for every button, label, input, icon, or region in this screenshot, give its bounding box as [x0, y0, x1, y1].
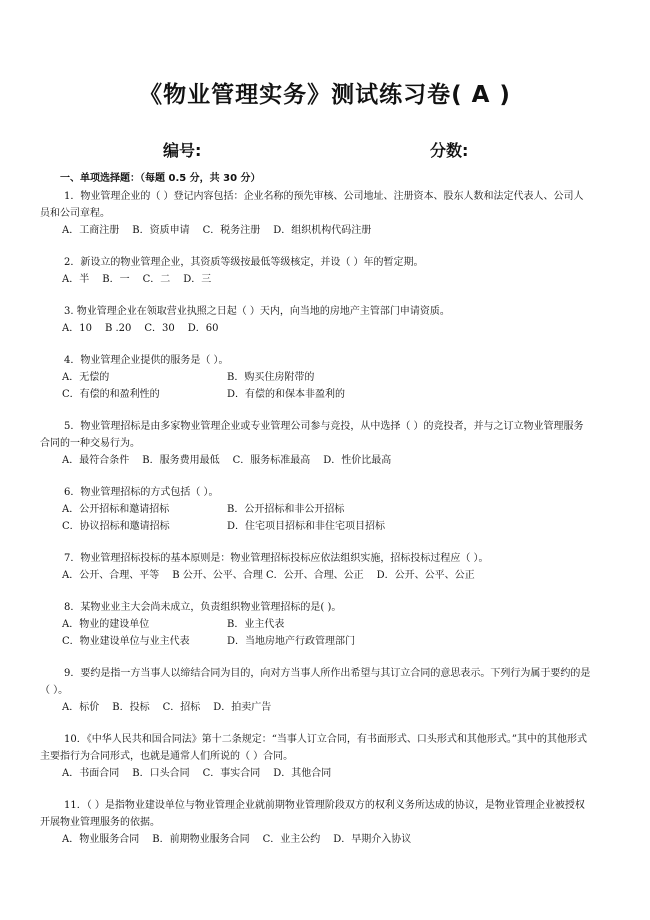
option-c: C．服务标准最高: [232, 455, 311, 466]
question-stem: 6．物业管理招标的方式包括（ ）。: [64, 487, 219, 498]
option-d: D．当地房地产行政管理部门: [227, 636, 356, 647]
option-b: B．购买住房附带的: [227, 372, 315, 383]
option-c: C．招标: [162, 702, 201, 713]
option-c: C．业主公约: [262, 834, 321, 845]
option-bc: B 公开、公平、合理 C．公开、合理、公正: [172, 570, 364, 581]
option-a: A．最符合条件: [62, 455, 130, 466]
option-b: B．口头合同: [132, 768, 190, 779]
option-a: A．公开招标和邀请招标: [62, 504, 170, 515]
question-4: [62, 352, 592, 403]
number-label: 编号:: [163, 141, 202, 160]
option-c: C．税务注册: [202, 225, 261, 236]
option-d: D．有偿的和保本非盈利的: [227, 389, 346, 400]
question-stem: 4．物业管理企业提供的服务是（ ）。: [64, 355, 229, 366]
question-stem: 8．某物业业主大会尚未成立，负责组织物业管理招标的是( )。: [64, 602, 342, 613]
option-c: C．事实合同: [202, 768, 261, 779]
option-a: A．公开、合理、平等: [62, 570, 160, 581]
option-c: C．二: [142, 274, 171, 285]
question-stem: 2．新设立的物业管理企业，其资质等级按最低等级核定，并设（ ）年的暂定期。: [64, 257, 424, 268]
option-row: [62, 222, 592, 239]
option-b: B．前期物业服务合同: [152, 834, 250, 845]
question-stem: 1．物业管理企业的（ ）登记内容包括：企业名称的预先审核、公司地址、注册资本、股东人数和法定代表人、公司人员和公司章程。: [40, 191, 584, 219]
question-stem: 9．要约是指一方当事人以缔结合同为目的，向对方当事人所作出希望与其订立合同的意思表示。下列行为属于要约的是（ ）。: [40, 668, 591, 696]
option-a: A．工商注册: [62, 225, 120, 236]
option-grid: [62, 501, 592, 535]
option-row: [62, 699, 592, 716]
option-c: C．物业建设单位与业主代表: [62, 636, 190, 647]
option-b: B．业主代表: [227, 619, 285, 630]
option-row: [62, 271, 592, 288]
option-d: D．公开、公平、公正: [376, 570, 475, 581]
option-b: B．一: [102, 274, 130, 285]
option-row: [62, 452, 592, 469]
question-7: [62, 550, 592, 584]
option-d: D．性价比最高: [323, 455, 392, 466]
option-b: B．服务费用最低: [142, 455, 220, 466]
option-d: D．组织机构代码注册: [273, 225, 372, 236]
option-a: A．半: [62, 274, 90, 285]
option-c: C．30: [144, 323, 175, 334]
question-1: [40, 188, 592, 239]
question-list: [40, 171, 592, 863]
question-stem: 3. 物业管理企业在领取营业执照之日起（ ）天内，向当地的房地产主管部门申请资质。: [64, 306, 450, 317]
option-b: B．公开招标和非公开招标: [227, 504, 345, 515]
exam-title: 《物业管理实务》测试练习卷( A ): [139, 82, 511, 108]
option-d: D．其他合同: [273, 768, 332, 779]
option-c: C．有偿的和盈利性的: [62, 389, 160, 400]
option-a: A．物业的建设单位: [62, 619, 150, 630]
option-a: A．无偿的: [62, 372, 110, 383]
question-stem: 5．物业管理招标是由多家物业管理企业或专业管理公司参与竞投，从中选择（ ）的竞投者，并与之订立物业管理服务合同的一种交易行为。: [40, 421, 584, 449]
option-d: D．拍卖广告: [213, 702, 272, 713]
option-b: B .20: [104, 323, 132, 334]
option-row: [62, 320, 592, 337]
option-a: A．书面合同: [62, 768, 120, 779]
option-grid: [62, 616, 592, 650]
score-label: 分数:: [430, 141, 469, 160]
option-b: B．资质申请: [132, 225, 190, 236]
question-10: [40, 731, 592, 782]
question-stem: 11．（ ）是指物业建设单位与物业管理企业就前期物业管理阶段双方的权利义务所达成的协议，是物业管理企业被授权开展物业管理服务的依据。: [40, 800, 585, 828]
option-a: A．10: [62, 323, 92, 334]
option-c: C．协议招标和邀请招标: [62, 521, 170, 532]
question-9: [40, 665, 592, 716]
option-grid: [62, 369, 592, 403]
option-row: [62, 567, 592, 584]
section-heading: 一、单项选择题：（每题 0.5 分，共 30 分）: [60, 173, 261, 184]
question-6: [62, 484, 592, 535]
option-d: D．早期介入协议: [333, 834, 412, 845]
question-11: [40, 797, 592, 848]
option-row: [62, 765, 592, 782]
question-stem: 10．《中华人民共和国合同法》第十二条规定：“当事人订立合同，有书面形式、口头形式和其他形式。”其中的其他形式主要指行为合同形式，也就是通常人们所说的（ ）合同。: [40, 734, 587, 762]
question-5: [40, 418, 592, 469]
question-8: [62, 599, 592, 650]
option-d: D．三: [183, 274, 212, 285]
option-d: D．住宅项目招标和非住宅项目招标: [227, 521, 386, 532]
question-2: [62, 254, 592, 288]
question-stem: 7．物业管理招标投标的基本原则是：物业管理招标投标应依法组织实施，招标投标过程应（ ）。: [64, 553, 489, 564]
option-a: A．标价: [62, 702, 100, 713]
option-row: [62, 831, 592, 848]
option-a: A．物业服务合同: [62, 834, 140, 845]
question-3: [62, 303, 592, 337]
option-d: D．60: [187, 323, 219, 334]
option-b: B．投标: [112, 702, 150, 713]
